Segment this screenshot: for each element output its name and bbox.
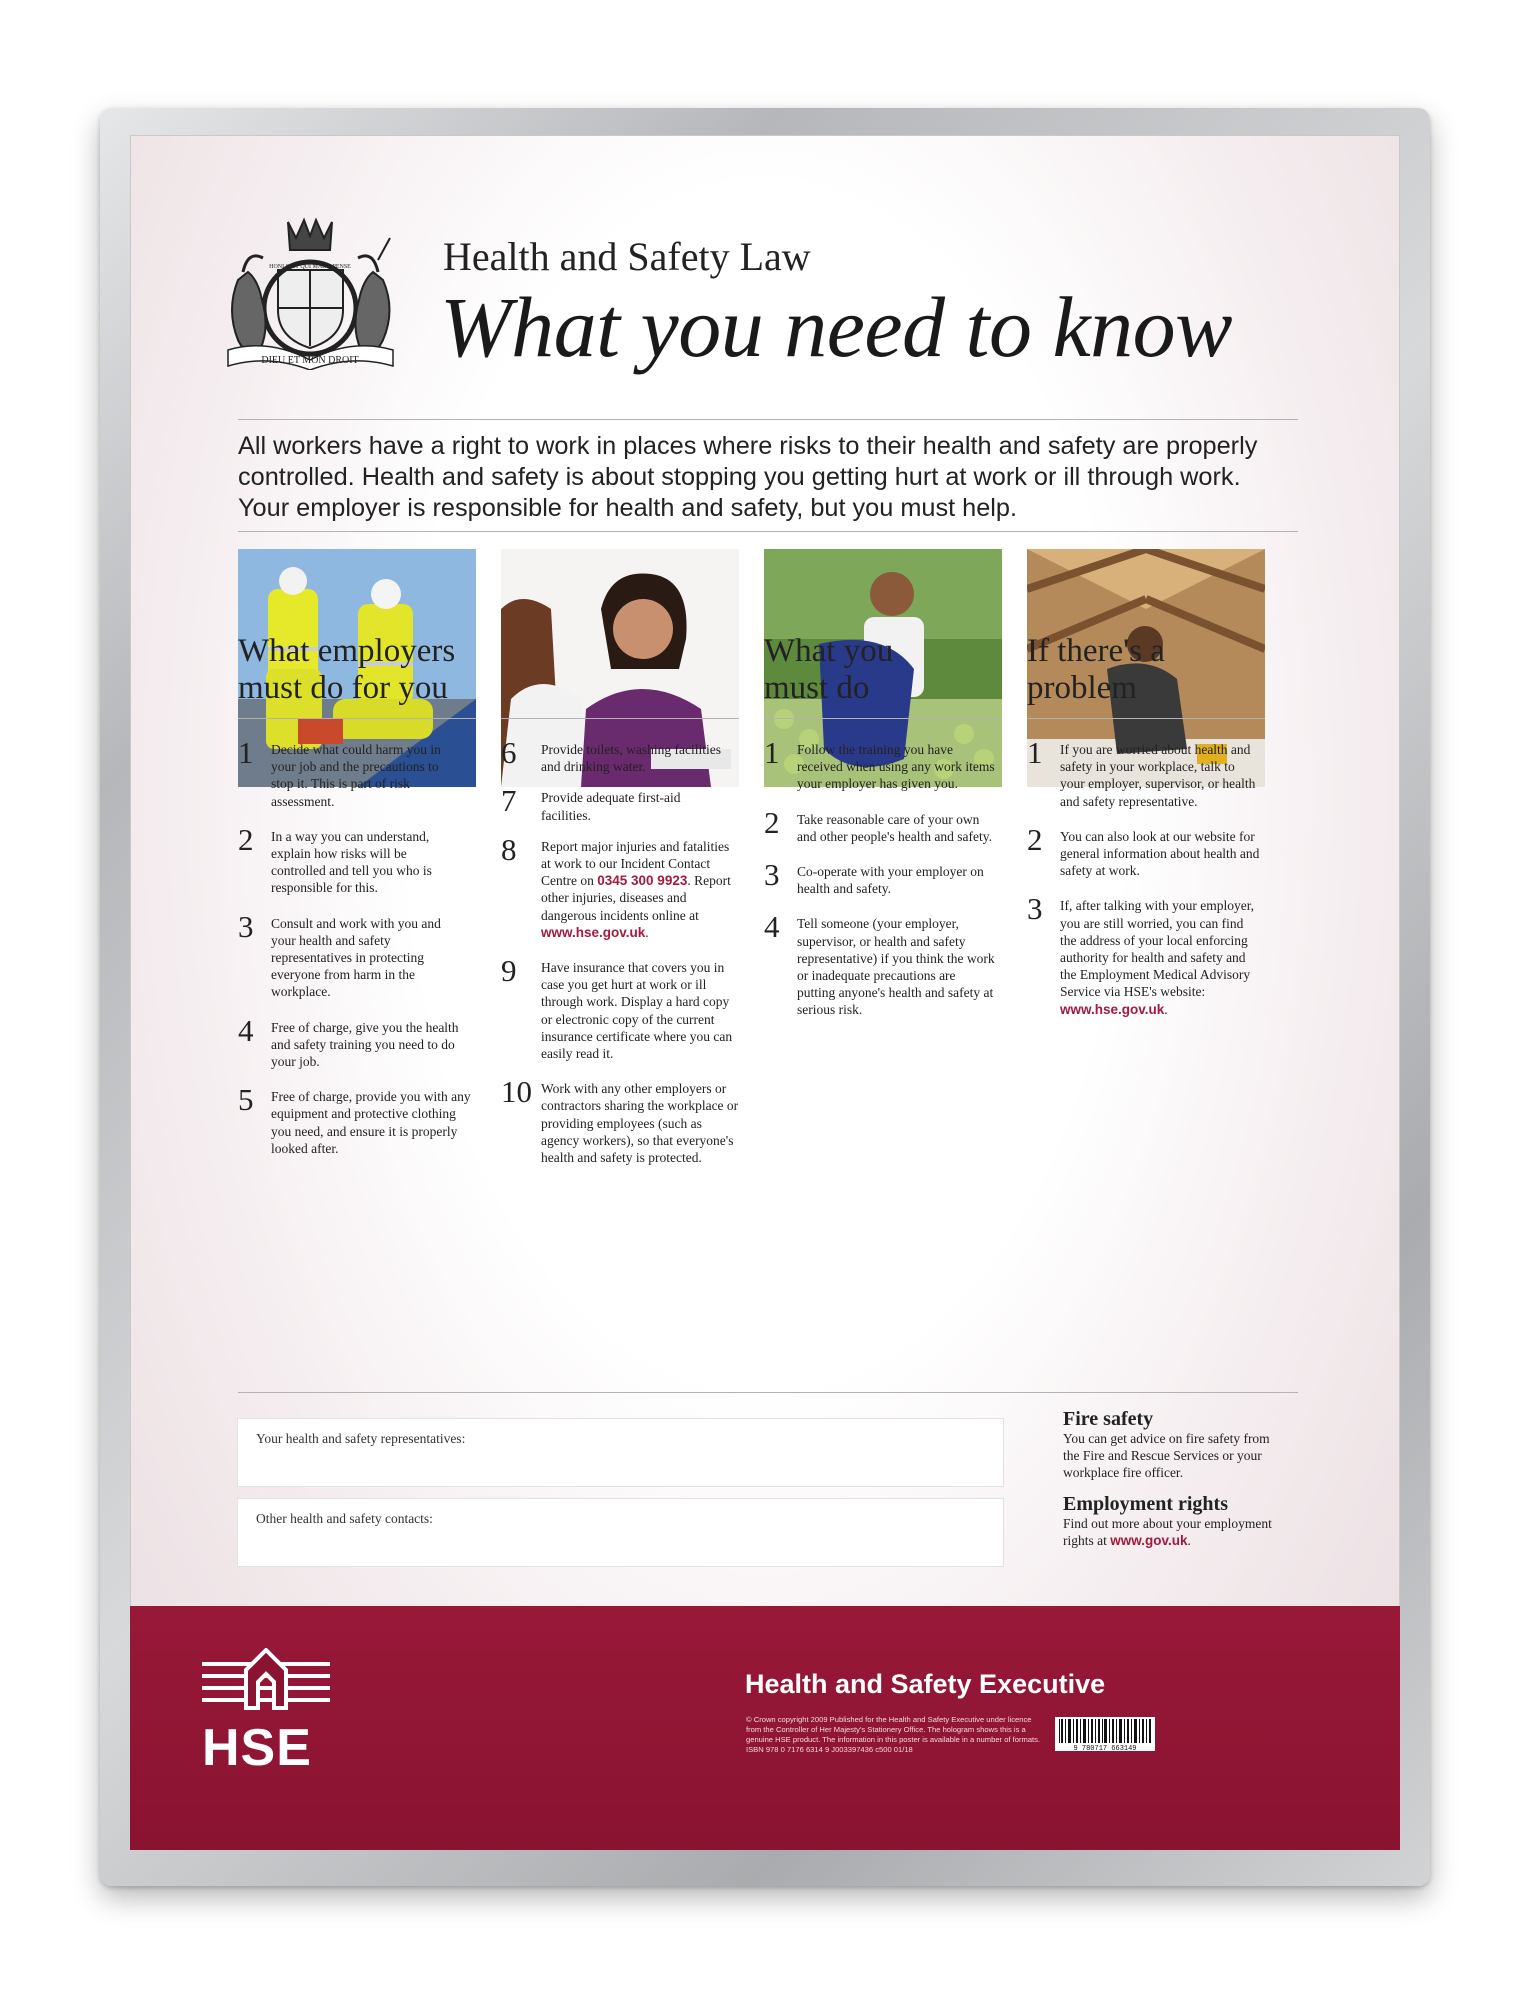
divider (764, 718, 1002, 719)
item-number: 7 (501, 783, 517, 819)
contacts-label: Other health and safety contacts: (256, 1511, 433, 1526)
item-text: Take reasonable care of your own and other people's health and safety. (797, 811, 992, 844)
item-text: Report major injuries and fatalities at work to our Incident Contact Centre on (541, 838, 730, 889)
you-list (764, 735, 1002, 1033)
crest-motto: DIEU ET MON DROIT (261, 355, 359, 366)
item-text: Provide adequate first-aid facilities. (541, 790, 681, 823)
contacts-box[interactable] (238, 1499, 1003, 1566)
footer (130, 1606, 1400, 1850)
hse-logo-text: HSE (202, 1719, 312, 1777)
item-text: If you are worried about health and safety in your workplace, talk to your employer, supervisor, or health and safety representative. (1060, 742, 1256, 809)
hse-website-link[interactable]: www.hse.gov.uk (541, 924, 646, 940)
phone-number[interactable]: 0345 300 9923 (597, 873, 688, 889)
employment-rights-title: Employment rights (1063, 1493, 1228, 1515)
item-number: 3 (1027, 891, 1043, 927)
org-name: Health and Safety Executive (745, 1669, 1106, 1699)
divider (238, 1392, 1298, 1393)
problem-list (1027, 735, 1265, 1032)
item-number: 6 (501, 735, 517, 770)
item-text: Tell someone (your employer, supervisor, or health and safety representative) if you think the work or inadequate precautions are putting anyone's health and safety at serious risk. (797, 916, 995, 1018)
employers-list-b (501, 735, 739, 1180)
list-item: 8 Report major injuries and fatalities at work to our Incident Contact Centre on 0345 300 9923. Report other injuries, diseases and dangerous incidents online at www.hse.gov.uk. (501, 831, 731, 940)
sidebar: Fire safety You can get advice on fire safety from the Fire and Rescue Services or your workplace fire officer. Employment rights Find out more about your employment rights at www.gov.uk. (1063, 1408, 1278, 1561)
list-item (764, 804, 997, 845)
hse-logo-icon (202, 1648, 330, 1718)
royal-crest-icon (218, 210, 403, 370)
list-item (238, 735, 461, 810)
item-text: Report other injuries, diseases and dangerous incidents online at (541, 873, 731, 923)
item-number: 3 (764, 857, 780, 893)
employers-list-a (238, 735, 476, 1171)
copyright-text: © Crown copyright 2009 Published for the Health and Safety Executive under licence from the Controller of Her Majesty's Stationery Office. The hologram shows this is a genuine HSE product. The information in this poster is available in a number of formats. ISBN 978 0 7176 6314 9 J003397436 c500 01/18 (746, 1715, 1041, 1754)
item-number: 1 (764, 735, 780, 770)
item-text: Follow the training you have received when using any work items your employer has given you. (797, 742, 995, 792)
item-text: If, after talking with your employer, you are still worried, you can find the address of your local enforcing authority for health and safety and the Employment Medical Advisory Service via HSE's website: (1060, 898, 1255, 1000)
divider (238, 419, 1298, 420)
item-text: In a way you can understand, explain how risks will be controlled and tell you who is responsible for this. (271, 828, 432, 896)
divider (238, 718, 476, 719)
item-number: 10 (501, 1074, 532, 1110)
barcode-icon (1055, 1717, 1155, 1751)
item-text: Free of charge, provide you with any equipment and protective clothing you need, and ensure it is properly looked after. (271, 1089, 471, 1156)
divider (501, 718, 739, 719)
list-item (238, 1012, 461, 1071)
problem-heading: If there's a problem (1027, 633, 1165, 706)
item-text: Have insurance that covers you in case you get hurt at work or ill through work. Display a hard copy or electronic copy of the current insurance certificate where you can easily read it. (541, 960, 733, 1062)
list-item (764, 735, 997, 793)
barcode (1055, 1717, 1155, 1751)
you-heading: What you must do (764, 633, 894, 706)
poster (130, 135, 1400, 1850)
item-number: 2 (764, 804, 780, 840)
list-item (238, 908, 461, 1001)
item-number: 4 (764, 909, 780, 945)
list-item (1027, 735, 1260, 810)
list-item (501, 1074, 741, 1166)
list-item (238, 821, 461, 897)
item-text: Co-operate with your employer on health and safety. (797, 864, 984, 897)
fire-safety-text: You can get advice on fire safety from the Fire and Rescue Services or your workplace fire officer. (1063, 1431, 1270, 1480)
representatives-label: Your health and safety representatives: (256, 1431, 466, 1446)
list-item (764, 909, 997, 1018)
fire-safety-title: Fire safety (1063, 1408, 1154, 1430)
list-item (501, 783, 701, 823)
barcode-number: 9 780717 663149 (1073, 1745, 1137, 1751)
page-title: What you need to know (440, 279, 1232, 375)
item-number: 4 (238, 1012, 254, 1048)
divider (238, 531, 1298, 532)
item-number: 3 (238, 908, 254, 944)
item-number: 5 (238, 1082, 254, 1118)
list-item (1027, 821, 1260, 880)
divider (1027, 718, 1265, 719)
list-item (238, 1082, 471, 1157)
item-number: 9 (501, 953, 517, 989)
employment-rights-text: Find out more about your employment rights at (1063, 1516, 1272, 1548)
item-number: 2 (238, 821, 254, 857)
representatives-box[interactable] (238, 1419, 1003, 1486)
item-number: 2 (1027, 821, 1043, 857)
list-item (764, 857, 997, 897)
item-text: Work with any other employers or contractors sharing the workplace or providing employees (such as agency workers), so that everyone's health and safety is protected. (541, 1081, 739, 1166)
item-number: 1 (238, 735, 254, 770)
item-number: 8 (501, 831, 517, 867)
list-item: 3 If, after talking with your employer, you are still worried, you can find the address of your local enforcing authority for health and safety and the Employment Medical Advisory Service via HSE's website: www.hse.gov.uk. (1027, 891, 1255, 1017)
item-text: Decide what could harm you in your job and the precautions to stop it. This is part of risk assessment. (271, 742, 441, 809)
item-text: You can also look at our website for general information about health and safety at work. (1060, 828, 1260, 879)
item-text: Consult and work with you and your health and safety representatives in protecting everyone from harm in the workplace. (271, 915, 441, 1000)
crest-garter: HONI SOIT QUI MAL Y PENSE (269, 264, 351, 270)
intro-text: All workers have a right to work in places where risks to their health and safety are properly controlled. Health and safety is about stopping you getting hurt at work or ill through work. Your employer is responsible for health and safety, but you must help. (238, 432, 1258, 522)
item-text: Free of charge, give you the health and safety training you need to do your job. (271, 1019, 459, 1070)
list-item (501, 735, 731, 775)
item-text: Provide toilets, washing facilities and drinking water. (541, 742, 721, 775)
hse-website-link[interactable]: www.hse.gov.uk (1060, 1001, 1165, 1017)
list-item (501, 953, 741, 1062)
title-small: Health and Safety Law (443, 234, 811, 279)
gov-website-link[interactable]: www.gov.uk (1110, 1533, 1188, 1548)
item-number: 1 (1027, 735, 1043, 770)
employers-heading: What employers must do for you (238, 633, 456, 706)
